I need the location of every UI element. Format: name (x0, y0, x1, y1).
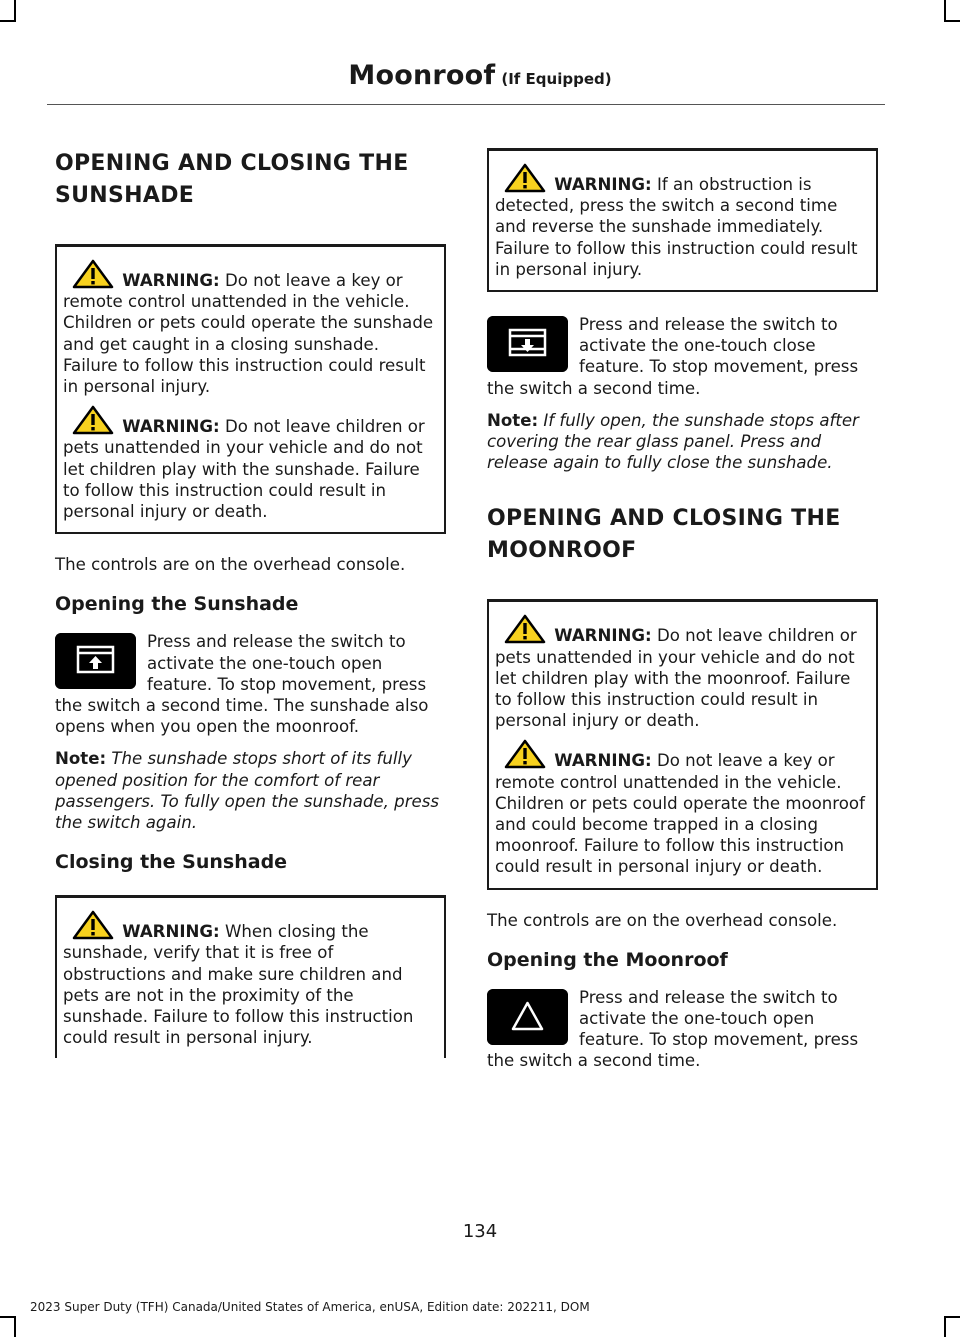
warning-text: Do not leave a key or remote control unattended in the vehicle. Children or pets could operate the moonroof and could become trapped in a closing moonroof. Failure to follow this instruction could result in personal injury or death. (495, 751, 865, 877)
page-number: 134 (462, 1221, 498, 1242)
warning-text: Do not leave children or pets unattended in your vehicle and do not let children play with the moonroof. Failure to follow this instruction could result in personal injury or death. (495, 626, 857, 731)
note-label: Note: (55, 749, 107, 769)
sunshade-close-switch-icon (487, 316, 568, 372)
opening-moonroof-body: Press and release the switch to activate the one-touch open feature. To stop movement, press the switch a second time. (487, 987, 859, 1071)
warning-label: WARNING: (122, 271, 220, 290)
warning-triangle-icon (69, 405, 117, 435)
crop-mark (944, 20, 960, 22)
warning-triangle-icon (501, 614, 549, 644)
crop-mark (944, 0, 946, 21)
crop-mark (0, 20, 16, 22)
chapter-title: Moonroof (348, 60, 496, 91)
warning-text: Do not leave a key or remote control unattended in the vehicle. Children or pets could operate the sunshade and get caught in a closing sunshade. Failure to follow this instruction could result in personal injury. (63, 271, 434, 397)
header-rule (47, 104, 885, 105)
moonroof-open-switch-icon (487, 989, 568, 1045)
warning-box (55, 895, 446, 1058)
crop-mark (14, 1316, 16, 1337)
note-label: Note: (487, 410, 539, 430)
warning-label: WARNING: (122, 922, 220, 942)
section-title-sunshade: OPENING AND CLOSING THE SUNSHADE (55, 151, 409, 208)
controls-location-text: The controls are on the overhead console. (55, 555, 406, 575)
crop-mark (944, 1316, 946, 1337)
warning-item (495, 614, 870, 731)
warning-text: When closing the sunshade, verify that it is free of obstructions and make sure children and pets are not in the proximity of the sunshade. Failure to follow this instruction could result in personal injury. (63, 922, 414, 1048)
controls-location-text: The controls are on the overhead console. (487, 910, 838, 930)
warning-item (63, 910, 438, 1048)
closing-sunshade-text (487, 314, 878, 399)
crop-mark (0, 1316, 16, 1318)
note-text: If fully open, the sunshade stops after covering the rear glass panel. Press and release again to fully close the sunshade. (487, 410, 859, 473)
note (55, 748, 446, 833)
heading-opening-moonroof: Opening the Moonroof (487, 948, 728, 971)
warning-item (63, 405, 438, 522)
warning-label: WARNING: (554, 175, 652, 194)
note-text: The sunshade stops short of its fully opened position for the comfort of rear passengers. To fully open the sunshade, press the switch again. (55, 749, 440, 833)
warning-item (63, 259, 438, 397)
note (487, 410, 878, 474)
heading-closing-sunshade: Closing the Sunshade (55, 851, 288, 874)
warning-label: WARNING: (554, 751, 652, 771)
warning-label: WARNING: (554, 626, 652, 646)
closing-sunshade-body: Press and release the switch to activate the one-touch close feature. To stop movement, press the switch a second time. (487, 315, 859, 398)
crop-mark (14, 0, 16, 21)
footer-edition-info: 2023 Super Duty (TFH) Canada/United States of America, enUSA, Edition date: 202211, DOM (30, 1300, 590, 1314)
warning-text: If an obstruction is detected, press the switch a second time and reverse the sunshade immediately. Failure to follow this instruction could result in personal injury. (495, 175, 858, 279)
warning-label: WARNING: (122, 417, 220, 437)
crop-mark (944, 1316, 960, 1318)
opening-sunshade-body: Press and release the switch to activate the one-touch open feature. To stop movement, press the switch a second time. The sunshade also opens when you open the moonroof. (55, 632, 429, 737)
section-title-moonroof: OPENING AND CLOSING THE MOONROOF (487, 506, 841, 564)
right-column (487, 148, 878, 1083)
warning-triangle-icon (501, 739, 549, 769)
opening-sunshade-text (55, 631, 446, 737)
heading-opening-sunshade: Opening the Sunshade (55, 593, 299, 616)
chapter-subtitle: (If Equipped) (501, 70, 612, 88)
warning-triangle-icon (69, 259, 117, 289)
warning-box (487, 148, 878, 292)
left-column (55, 148, 446, 1078)
warning-box (487, 599, 878, 889)
page-header (0, 60, 960, 91)
warning-triangle-icon (501, 163, 549, 193)
sunshade-open-switch-icon (55, 633, 136, 689)
warning-text: Do not leave children or pets unattended in your vehicle and do not let children play with the sunshade. Failure to follow this instruction could result in personal injury or death. (63, 417, 425, 522)
warning-triangle-icon (69, 910, 117, 940)
warning-box (55, 244, 446, 534)
warning-item (495, 739, 870, 877)
opening-moonroof-text (487, 987, 878, 1072)
warning-item (495, 163, 870, 280)
